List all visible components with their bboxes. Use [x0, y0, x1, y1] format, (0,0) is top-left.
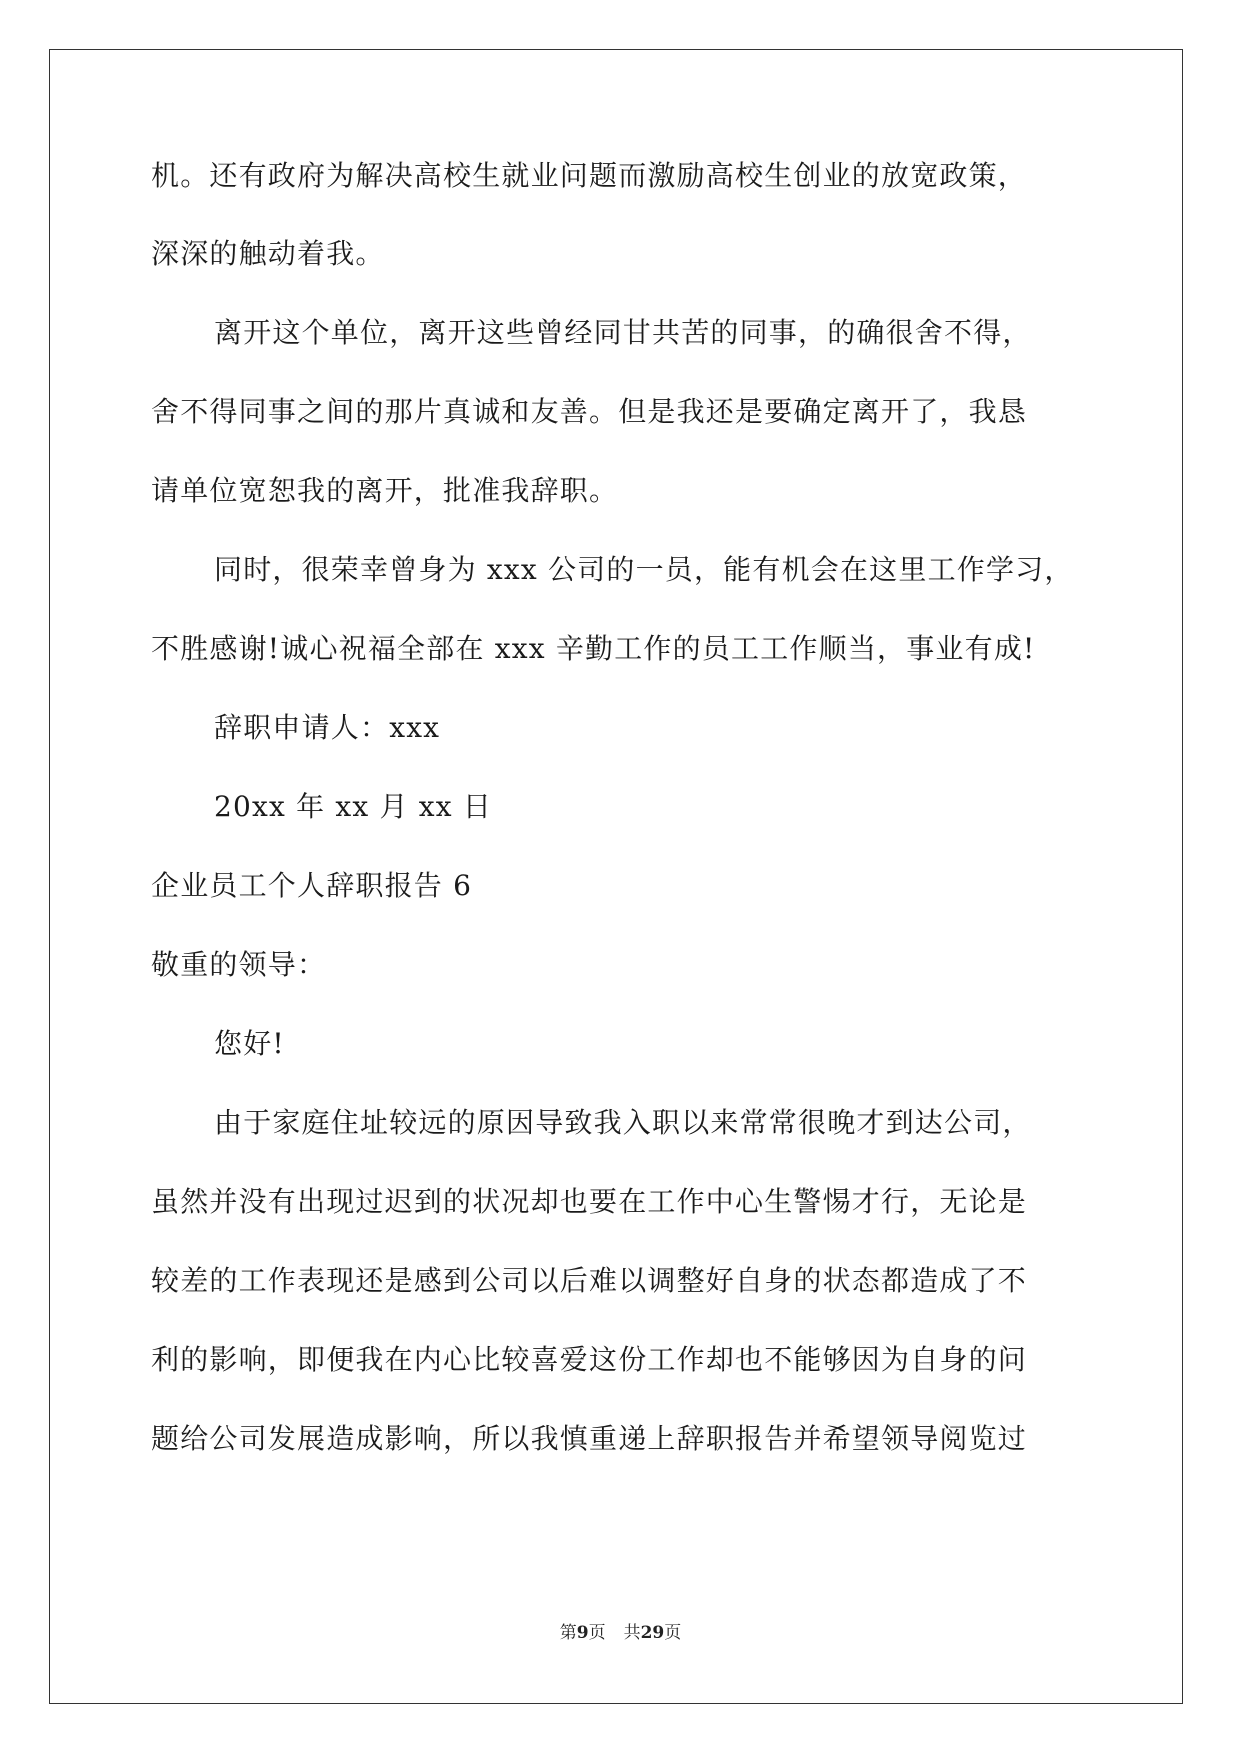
page-suffix: 页: [588, 1623, 606, 1643]
body-line-3: 离开这个单位，离开这些曾经同甘共苦的同事，的确很舍不得，: [214, 316, 1032, 349]
body-line-15: 较差的工作表现还是感到公司以后难以调整好自身的状态都造成了不: [151, 1264, 1028, 1297]
page-prefix: 第: [559, 1623, 577, 1643]
body-line-17: 题给公司发展造成影响，所以我慎重递上辞职报告并希望领导阅览过: [151, 1422, 1028, 1455]
body-line-6: 同时，很荣幸曾身为 xxx 公司的一员，能有机会在这里工作学习，: [214, 553, 1074, 586]
body-line-1: 机。还有政府为解决高校生就业问题而激励高校生创业的放宽政策，: [151, 159, 1028, 192]
total-suffix: 页: [664, 1623, 682, 1643]
body-line-7: 不胜感谢!诚心祝福全部在 xxx 辛勤工作的员工工作顺当，事业有成!: [151, 632, 1036, 665]
body-line-4: 舍不得同事之间的那片真诚和友善。但是我还是要确定离开了，我恳: [151, 395, 1028, 428]
body-line-2: 深深的触动着我。: [151, 237, 385, 270]
date-line: 20xx 年 xx 月 xx 日: [214, 790, 493, 823]
page-footer: [0, 1622, 1241, 1644]
signature-line: 辞职申请人：xxx: [214, 711, 441, 744]
greeting: 您好!: [214, 1027, 285, 1060]
body-line-14: 虽然并没有出现过迟到的状况却也要在工作中心生警惕才行，无论是: [151, 1185, 1028, 1218]
page-number: 9: [576, 1623, 589, 1643]
body-line-13: 由于家庭住址较远的原因导致我入职以来常常很晚才到达公司，: [214, 1106, 1032, 1139]
section-title: 企业员工个人辞职报告 6: [151, 869, 473, 902]
salutation: 敬重的领导：: [151, 948, 327, 981]
total-prefix: 共: [623, 1623, 641, 1643]
body-line-16: 利的影响，即便我在内心比较喜爱这份工作却也不能够因为自身的问: [151, 1343, 1028, 1376]
total-pages: 29: [640, 1623, 665, 1643]
body-line-5: 请单位宽恕我的离开，批准我辞职。: [151, 474, 619, 507]
